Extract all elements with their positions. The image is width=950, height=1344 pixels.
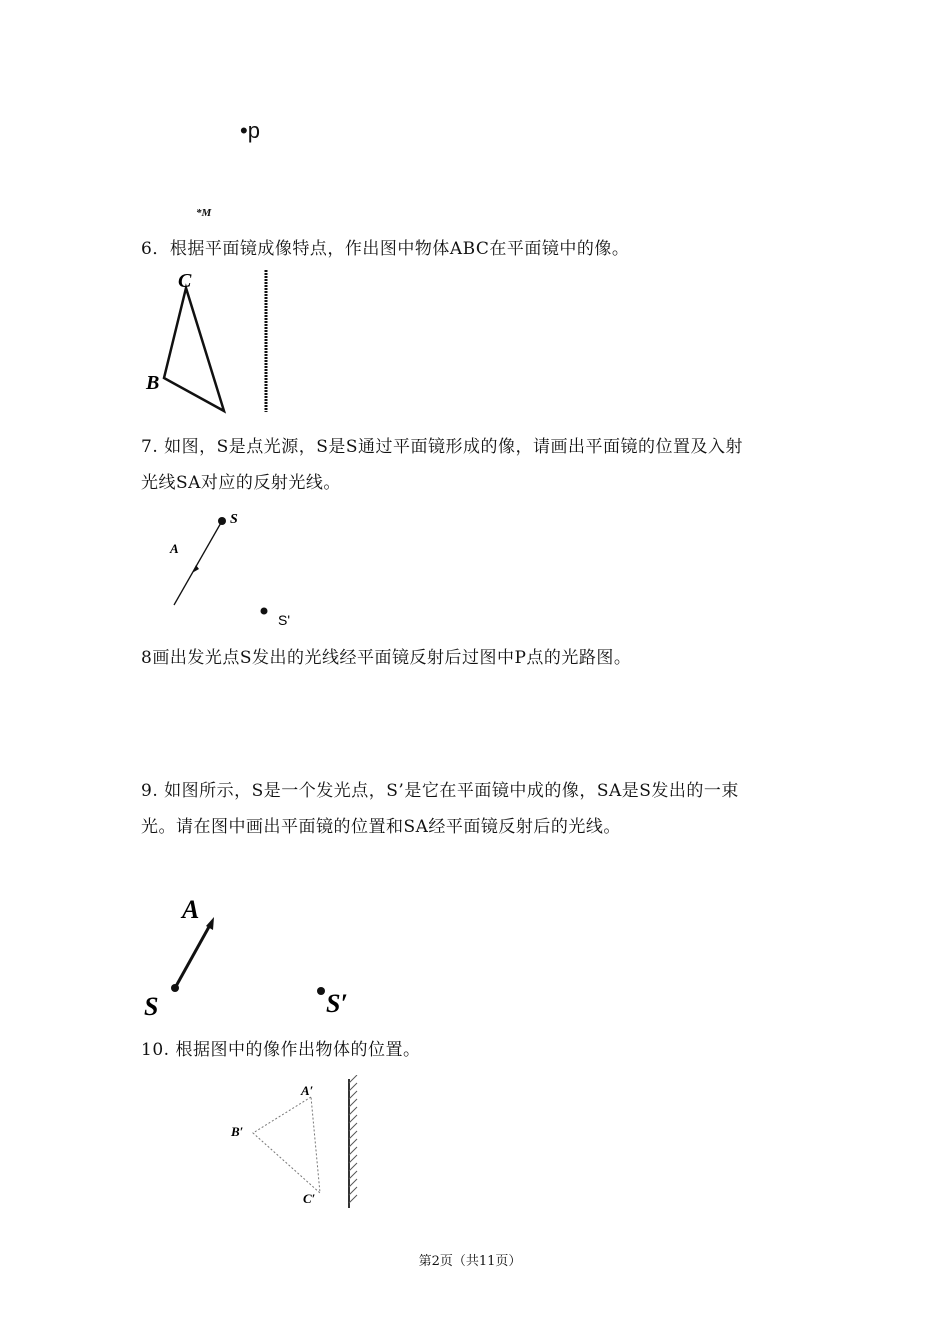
label-s: S (144, 992, 159, 1021)
question-10-text: 10. 根据图中的像作出物体的位置。 (141, 1040, 421, 1060)
question-6-figure (140, 265, 280, 415)
label-s: S (230, 512, 238, 527)
question-7-figure (160, 505, 300, 635)
page-footer: 第2页（共11页） (418, 1254, 522, 1269)
vertex-b-label: B (146, 372, 160, 394)
label-a-image: A′ (301, 1083, 314, 1098)
label-c-image: C′ (303, 1191, 316, 1206)
question-7-line-1: 7. 如图，S是点光源，S是S通过平面镜形成的像，请画出平面镜的位置及入射 (141, 437, 744, 457)
label-s-image: S' (278, 612, 291, 628)
vertex-c-label: C (178, 270, 192, 292)
point-s-image (261, 608, 268, 615)
ray-arrowhead (192, 565, 199, 573)
ray-sa (175, 925, 210, 988)
point-s (218, 517, 226, 525)
label-a: A (170, 541, 179, 556)
image-triangle (253, 1097, 320, 1193)
point-s (171, 984, 179, 992)
triangle-abc (164, 288, 224, 411)
point-p-label: •p (240, 118, 260, 143)
label-b-image: B′ (231, 1124, 244, 1139)
label-a: A (182, 895, 200, 924)
incident-ray-sa (174, 521, 222, 605)
question-7-line-2: 光线SA对应的反射光线。 (141, 473, 341, 493)
question-9-line-1: 9. 如图所示，S是一个发光点，S’是它在平面镜中成的像，SA是S发出的一束 (141, 781, 739, 801)
question-10-figure (225, 1075, 365, 1215)
question-8-text: 8画出发光点S发出的光线经平面镜反射后过图中P点的光路图。 (141, 648, 632, 668)
question-6-text: 6．根据平面镜成像特点，作出图中物体ABC在平面镜中的像。 (141, 239, 630, 259)
label-s-image: S′ (326, 989, 348, 1018)
mirror-hatching (349, 1075, 357, 1203)
point-s-image (317, 987, 325, 995)
point-m-label: *M (196, 207, 212, 219)
question-9-line-2: 光。请在图中画出平面镜的位置和SA经平面镜反射后的光线。 (141, 817, 621, 837)
question-9-figure (140, 890, 380, 1025)
